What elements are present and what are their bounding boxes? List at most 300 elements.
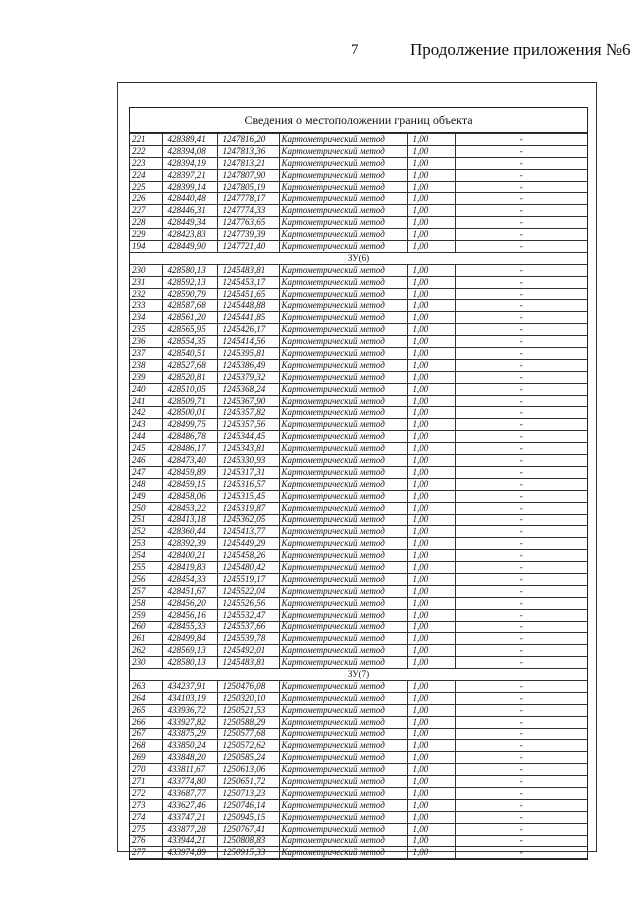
accuracy: 1,00 xyxy=(407,776,455,788)
point-number: 271 xyxy=(130,776,162,788)
accuracy: 1,00 xyxy=(407,562,455,574)
method: Картометрический метод xyxy=(279,562,407,574)
accuracy: 1,00 xyxy=(407,478,455,490)
method: Картометрический метод xyxy=(279,764,407,776)
method: Картометрический метод xyxy=(279,526,407,538)
note: - xyxy=(455,300,587,312)
accuracy: 1,00 xyxy=(407,181,455,193)
section-label: ЗУ(6) xyxy=(130,252,587,264)
note: - xyxy=(455,241,587,253)
table-row xyxy=(130,716,587,728)
y-coordinate: 1250713,23 xyxy=(217,787,279,799)
note: - xyxy=(455,633,587,645)
x-coordinate: 428449,90 xyxy=(162,241,217,253)
x-coordinate: 428449,34 xyxy=(162,217,217,229)
accuracy: 1,00 xyxy=(407,764,455,776)
table-body xyxy=(130,134,587,859)
point-number: 234 xyxy=(130,312,162,324)
accuracy: 1,00 xyxy=(407,716,455,728)
point-number: 251 xyxy=(130,514,162,526)
accuracy: 1,00 xyxy=(407,550,455,562)
accuracy: 1,00 xyxy=(407,645,455,657)
method: Картометрический метод xyxy=(279,538,407,550)
method: Картометрический метод xyxy=(279,145,407,157)
point-number: 237 xyxy=(130,348,162,360)
note: - xyxy=(455,752,587,764)
point-number: 238 xyxy=(130,359,162,371)
x-coordinate: 433850,24 xyxy=(162,740,217,752)
point-number: 240 xyxy=(130,383,162,395)
table-row xyxy=(130,657,587,669)
method: Картометрический метод xyxy=(279,336,407,348)
note: - xyxy=(455,134,587,146)
point-number: 269 xyxy=(130,752,162,764)
accuracy: 1,00 xyxy=(407,455,455,467)
y-coordinate: 1245343,81 xyxy=(217,443,279,455)
note: - xyxy=(455,657,587,669)
y-coordinate: 1245319,87 xyxy=(217,502,279,514)
method: Картометрический метод xyxy=(279,157,407,169)
method: Картометрический метод xyxy=(279,169,407,181)
table-row xyxy=(130,502,587,514)
table-title: Сведения о местоположении границ объекта xyxy=(130,108,587,133)
table-row xyxy=(130,229,587,241)
accuracy: 1,00 xyxy=(407,835,455,847)
method: Картометрический метод xyxy=(279,776,407,788)
x-coordinate: 428592,13 xyxy=(162,276,217,288)
note: - xyxy=(455,728,587,740)
method: Картометрический метод xyxy=(279,550,407,562)
table-row xyxy=(130,288,587,300)
y-coordinate: 1245539,78 xyxy=(217,633,279,645)
note: - xyxy=(455,383,587,395)
note: - xyxy=(455,573,587,585)
method: Картометрический метод xyxy=(279,359,407,371)
point-number: 232 xyxy=(130,288,162,300)
accuracy: 1,00 xyxy=(407,205,455,217)
x-coordinate: 433811,67 xyxy=(162,764,217,776)
table-row xyxy=(130,573,587,585)
method: Картометрический метод xyxy=(279,823,407,835)
method: Картометрический метод xyxy=(279,395,407,407)
table-row xyxy=(130,241,587,253)
note: - xyxy=(455,443,587,455)
method: Картометрический метод xyxy=(279,205,407,217)
y-coordinate: 1247774,33 xyxy=(217,205,279,217)
method: Картометрический метод xyxy=(279,847,407,859)
x-coordinate: 428397,21 xyxy=(162,169,217,181)
table-row xyxy=(130,407,587,419)
point-number: 252 xyxy=(130,526,162,538)
point-number: 265 xyxy=(130,704,162,716)
point-number: 236 xyxy=(130,336,162,348)
method: Картометрический метод xyxy=(279,443,407,455)
table-row xyxy=(130,740,587,752)
y-coordinate: 1250521,53 xyxy=(217,704,279,716)
method: Картометрический метод xyxy=(279,229,407,241)
x-coordinate: 428413,18 xyxy=(162,514,217,526)
point-number: 233 xyxy=(130,300,162,312)
method: Картометрический метод xyxy=(279,264,407,276)
x-coordinate: 428580,13 xyxy=(162,264,217,276)
note: - xyxy=(455,776,587,788)
accuracy: 1,00 xyxy=(407,395,455,407)
point-number: 253 xyxy=(130,538,162,550)
note: - xyxy=(455,229,587,241)
point-number: 273 xyxy=(130,799,162,811)
y-coordinate: 1245413,77 xyxy=(217,526,279,538)
accuracy: 1,00 xyxy=(407,241,455,253)
table-row xyxy=(130,799,587,811)
point-number: 231 xyxy=(130,276,162,288)
x-coordinate: 428456,16 xyxy=(162,609,217,621)
x-coordinate: 428451,67 xyxy=(162,585,217,597)
accuracy: 1,00 xyxy=(407,312,455,324)
point-number: 276 xyxy=(130,835,162,847)
y-coordinate: 1250588,29 xyxy=(217,716,279,728)
note: - xyxy=(455,847,587,859)
accuracy: 1,00 xyxy=(407,609,455,621)
y-coordinate: 1245522,04 xyxy=(217,585,279,597)
table-row xyxy=(130,371,587,383)
x-coordinate: 428486,17 xyxy=(162,443,217,455)
x-coordinate: 428554,35 xyxy=(162,336,217,348)
note: - xyxy=(455,740,587,752)
note: - xyxy=(455,692,587,704)
point-number: 241 xyxy=(130,395,162,407)
method: Картометрический метод xyxy=(279,407,407,419)
y-coordinate: 1250320,10 xyxy=(217,692,279,704)
x-coordinate: 428454,33 xyxy=(162,573,217,585)
method: Картометрический метод xyxy=(279,787,407,799)
x-coordinate: 428459,15 xyxy=(162,478,217,490)
point-number: 250 xyxy=(130,502,162,514)
x-coordinate: 428527,68 xyxy=(162,359,217,371)
table-row xyxy=(130,205,587,217)
x-coordinate: 428499,84 xyxy=(162,633,217,645)
x-coordinate: 428419,83 xyxy=(162,562,217,574)
point-number: 258 xyxy=(130,597,162,609)
table-row xyxy=(130,169,587,181)
method: Картометрический метод xyxy=(279,300,407,312)
y-coordinate: 1247816,20 xyxy=(217,134,279,146)
accuracy: 1,00 xyxy=(407,419,455,431)
y-coordinate: 1250808,83 xyxy=(217,835,279,847)
point-number: 256 xyxy=(130,573,162,585)
accuracy: 1,00 xyxy=(407,407,455,419)
method: Картометрический метод xyxy=(279,704,407,716)
point-number: 230 xyxy=(130,264,162,276)
method: Картометрический метод xyxy=(279,680,407,692)
x-coordinate: 433687,77 xyxy=(162,787,217,799)
method: Картометрический метод xyxy=(279,799,407,811)
accuracy: 1,00 xyxy=(407,359,455,371)
accuracy: 1,00 xyxy=(407,597,455,609)
point-number: 249 xyxy=(130,490,162,502)
x-coordinate: 428399,14 xyxy=(162,181,217,193)
accuracy: 1,00 xyxy=(407,348,455,360)
accuracy: 1,00 xyxy=(407,336,455,348)
x-coordinate: 428423,83 xyxy=(162,229,217,241)
point-number: 223 xyxy=(130,157,162,169)
accuracy: 1,00 xyxy=(407,657,455,669)
note: - xyxy=(455,455,587,467)
y-coordinate: 1247778,17 xyxy=(217,193,279,205)
method: Картометрический метод xyxy=(279,716,407,728)
point-number: 248 xyxy=(130,478,162,490)
table-row xyxy=(130,823,587,835)
x-coordinate: 428509,71 xyxy=(162,395,217,407)
table-row xyxy=(130,359,587,371)
x-coordinate: 428569,13 xyxy=(162,645,217,657)
table-row xyxy=(130,680,587,692)
note: - xyxy=(455,502,587,514)
note: - xyxy=(455,514,587,526)
point-number: 222 xyxy=(130,145,162,157)
y-coordinate: 1245441,85 xyxy=(217,312,279,324)
accuracy: 1,00 xyxy=(407,443,455,455)
y-coordinate: 1245492,01 xyxy=(217,645,279,657)
x-coordinate: 433877,28 xyxy=(162,823,217,835)
x-coordinate: 428587,68 xyxy=(162,300,217,312)
y-coordinate: 1247763,65 xyxy=(217,217,279,229)
accuracy: 1,00 xyxy=(407,288,455,300)
table-row xyxy=(130,157,587,169)
table-row xyxy=(130,145,587,157)
accuracy: 1,00 xyxy=(407,823,455,835)
accuracy: 1,00 xyxy=(407,799,455,811)
table-row xyxy=(130,562,587,574)
y-coordinate: 1250613,06 xyxy=(217,764,279,776)
note: - xyxy=(455,823,587,835)
y-coordinate: 1245451,65 xyxy=(217,288,279,300)
note: - xyxy=(455,597,587,609)
y-coordinate: 1247813,36 xyxy=(217,145,279,157)
table-row xyxy=(130,300,587,312)
method: Картометрический метод xyxy=(279,585,407,597)
table-row xyxy=(130,217,587,229)
point-number: 275 xyxy=(130,823,162,835)
note: - xyxy=(455,264,587,276)
point-number: 257 xyxy=(130,585,162,597)
accuracy: 1,00 xyxy=(407,466,455,478)
table-row xyxy=(130,181,587,193)
method: Картометрический метод xyxy=(279,752,407,764)
appendix-title: Продолжение приложения №6 xyxy=(410,40,631,59)
y-coordinate: 1245317,31 xyxy=(217,466,279,478)
method: Картометрический метод xyxy=(279,134,407,146)
y-coordinate: 1245426,17 xyxy=(217,324,279,336)
x-coordinate: 434237,91 xyxy=(162,680,217,692)
y-coordinate: 1247721,40 xyxy=(217,241,279,253)
x-coordinate: 428392,39 xyxy=(162,538,217,550)
accuracy: 1,00 xyxy=(407,526,455,538)
note: - xyxy=(455,764,587,776)
point-number: 277 xyxy=(130,847,162,859)
table-row xyxy=(130,752,587,764)
point-number: 221 xyxy=(130,134,162,146)
method: Картометрический метод xyxy=(279,241,407,253)
table-row xyxy=(130,478,587,490)
note: - xyxy=(455,680,587,692)
accuracy: 1,00 xyxy=(407,264,455,276)
x-coordinate: 428561,20 xyxy=(162,312,217,324)
method: Картометрический метод xyxy=(279,383,407,395)
point-number: 226 xyxy=(130,193,162,205)
y-coordinate: 1245330,93 xyxy=(217,455,279,467)
x-coordinate: 428540,51 xyxy=(162,348,217,360)
x-coordinate: 433747,21 xyxy=(162,811,217,823)
note: - xyxy=(455,276,587,288)
table-row xyxy=(130,312,587,324)
point-number: 242 xyxy=(130,407,162,419)
note: - xyxy=(455,217,587,229)
y-coordinate: 1250572,62 xyxy=(217,740,279,752)
y-coordinate: 1245448,88 xyxy=(217,300,279,312)
table-row xyxy=(130,431,587,443)
table-row xyxy=(130,455,587,467)
method: Картометрический метод xyxy=(279,621,407,633)
note: - xyxy=(455,395,587,407)
point-number: 261 xyxy=(130,633,162,645)
note: - xyxy=(455,193,587,205)
point-number: 268 xyxy=(130,740,162,752)
y-coordinate: 1247813,21 xyxy=(217,157,279,169)
table-row xyxy=(130,728,587,740)
table-row xyxy=(130,621,587,633)
note: - xyxy=(455,550,587,562)
method: Картометрический метод xyxy=(279,502,407,514)
x-coordinate: 433974,89 xyxy=(162,847,217,859)
table-row xyxy=(130,811,587,823)
y-coordinate: 1245480,42 xyxy=(217,562,279,574)
section-row xyxy=(130,252,587,264)
accuracy: 1,00 xyxy=(407,514,455,526)
note: - xyxy=(455,835,587,847)
page-number: 7 xyxy=(351,42,359,58)
method: Картометрический метод xyxy=(279,728,407,740)
accuracy: 1,00 xyxy=(407,573,455,585)
point-number: 260 xyxy=(130,621,162,633)
note: - xyxy=(455,157,587,169)
y-coordinate: 1247805,19 xyxy=(217,181,279,193)
note: - xyxy=(455,181,587,193)
x-coordinate: 428456,20 xyxy=(162,597,217,609)
y-coordinate: 1250476,08 xyxy=(217,680,279,692)
method: Картометрический метод xyxy=(279,276,407,288)
method: Картометрический метод xyxy=(279,348,407,360)
table-row xyxy=(130,193,587,205)
note: - xyxy=(455,288,587,300)
y-coordinate: 1245395,81 xyxy=(217,348,279,360)
table-row xyxy=(130,633,587,645)
y-coordinate: 1245532,47 xyxy=(217,609,279,621)
y-coordinate: 1250651,72 xyxy=(217,776,279,788)
accuracy: 1,00 xyxy=(407,538,455,550)
y-coordinate: 1250746,14 xyxy=(217,799,279,811)
x-coordinate: 428590,79 xyxy=(162,288,217,300)
point-number: 243 xyxy=(130,419,162,431)
point-number: 228 xyxy=(130,217,162,229)
section-row xyxy=(130,669,587,681)
y-coordinate: 1250945,15 xyxy=(217,811,279,823)
table-row xyxy=(130,324,587,336)
y-coordinate: 1245386,49 xyxy=(217,359,279,371)
note: - xyxy=(455,478,587,490)
method: Картометрический метод xyxy=(279,514,407,526)
method: Картометрический метод xyxy=(279,419,407,431)
y-coordinate: 1245483,81 xyxy=(217,264,279,276)
point-number: 264 xyxy=(130,692,162,704)
accuracy: 1,00 xyxy=(407,157,455,169)
x-coordinate: 433944,21 xyxy=(162,835,217,847)
table-row xyxy=(130,764,587,776)
y-coordinate: 1245379,32 xyxy=(217,371,279,383)
x-coordinate: 433936,72 xyxy=(162,704,217,716)
method: Картометрический метод xyxy=(279,181,407,193)
note: - xyxy=(455,704,587,716)
method: Картометрический метод xyxy=(279,597,407,609)
x-coordinate: 434103,19 xyxy=(162,692,217,704)
method: Картометрический метод xyxy=(279,217,407,229)
table-row xyxy=(130,787,587,799)
y-coordinate: 1245537,66 xyxy=(217,621,279,633)
table-row xyxy=(130,490,587,502)
method: Картометрический метод xyxy=(279,811,407,823)
table-row xyxy=(130,264,587,276)
y-coordinate: 1245362,05 xyxy=(217,514,279,526)
point-number: 247 xyxy=(130,466,162,478)
note: - xyxy=(455,336,587,348)
point-number: 246 xyxy=(130,455,162,467)
point-number: 254 xyxy=(130,550,162,562)
x-coordinate: 433927,82 xyxy=(162,716,217,728)
accuracy: 1,00 xyxy=(407,621,455,633)
x-coordinate: 428500,01 xyxy=(162,407,217,419)
x-coordinate: 428446,31 xyxy=(162,205,217,217)
note: - xyxy=(455,799,587,811)
y-coordinate: 1245449,29 xyxy=(217,538,279,550)
note: - xyxy=(455,490,587,502)
method: Картометрический метод xyxy=(279,609,407,621)
note: - xyxy=(455,562,587,574)
note: - xyxy=(455,609,587,621)
method: Картометрический метод xyxy=(279,455,407,467)
y-coordinate: 1245368,24 xyxy=(217,383,279,395)
coordinates-table xyxy=(130,133,587,859)
y-coordinate: 1245357,56 xyxy=(217,419,279,431)
note: - xyxy=(455,371,587,383)
accuracy: 1,00 xyxy=(407,371,455,383)
point-number: 245 xyxy=(130,443,162,455)
note: - xyxy=(455,359,587,371)
accuracy: 1,00 xyxy=(407,324,455,336)
accuracy: 1,00 xyxy=(407,585,455,597)
y-coordinate: 1245316,57 xyxy=(217,478,279,490)
table-row xyxy=(130,597,587,609)
x-coordinate: 433627,46 xyxy=(162,799,217,811)
method: Картометрический метод xyxy=(279,573,407,585)
point-number: 225 xyxy=(130,181,162,193)
accuracy: 1,00 xyxy=(407,217,455,229)
method: Картометрический метод xyxy=(279,466,407,478)
method: Картометрический метод xyxy=(279,478,407,490)
y-coordinate: 1245344,45 xyxy=(217,431,279,443)
note: - xyxy=(455,716,587,728)
x-coordinate: 428455,33 xyxy=(162,621,217,633)
point-number: 267 xyxy=(130,728,162,740)
method: Картометрический метод xyxy=(279,371,407,383)
